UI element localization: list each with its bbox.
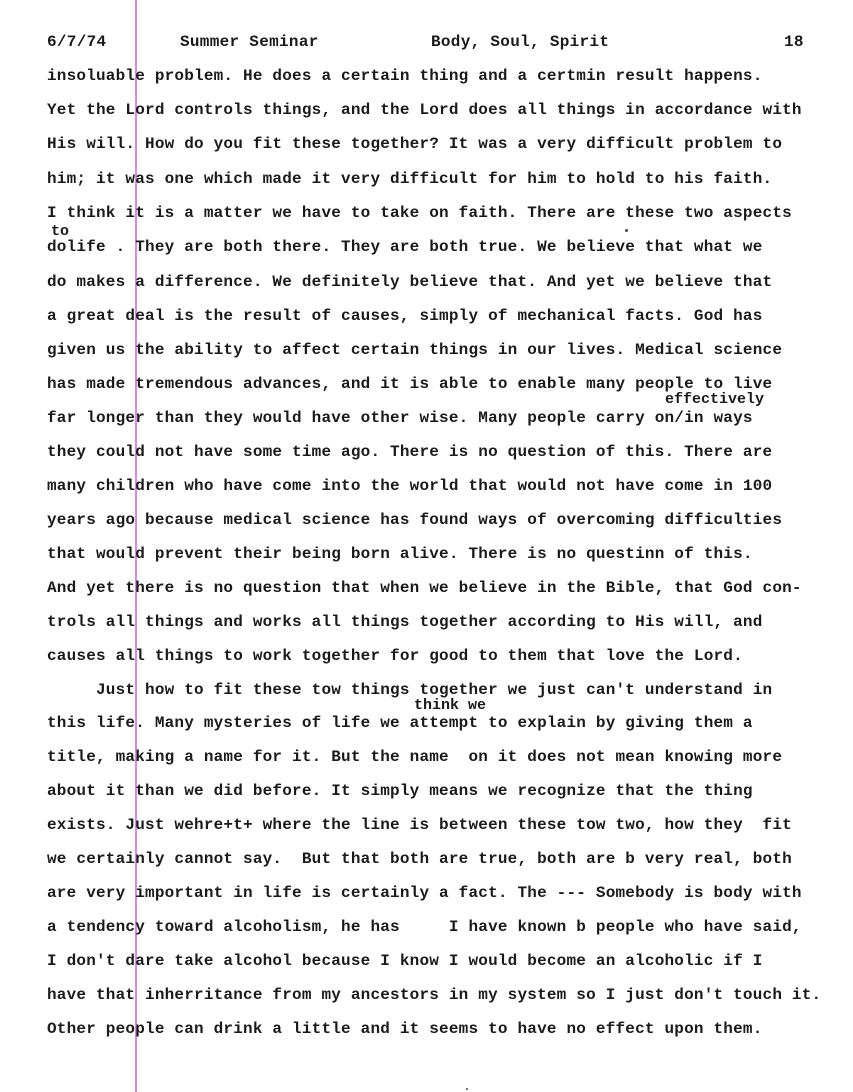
text-line: are very important in life is certainly a fact. The --- Somebody is body with [47, 884, 802, 902]
insert-think-we: think we [414, 697, 487, 714]
header-page-number: 18 [784, 33, 804, 51]
text-line: exists. Just wehre+t+ where the line is between these tow two, how they fit [47, 816, 792, 834]
ink-speck [625, 229, 628, 232]
text-line: a great deal is the result of causes, simply of mechanical facts. God has [47, 307, 763, 325]
text-line: I don't dare take alcohol because I know I would become an alcoholic if I [47, 952, 763, 970]
text-line: they could not have some time ago. There is no question of this. There are [47, 443, 773, 461]
text-line: many children who have come into the world that would not have come in 100 [47, 477, 773, 495]
insert-effectively: effectively [665, 391, 765, 408]
header-date: 6/7/74 [47, 33, 107, 51]
header-seminar: Summer Seminar [180, 33, 319, 51]
text-line: do makes a difference. We definitely believe that. And yet we believe that [47, 273, 773, 291]
text-line: title, making a name for it. But the name on it does not mean knowing more [47, 748, 783, 766]
text-line: trols all things and works all things together according to His will, and [47, 613, 763, 631]
header-title: Body, Soul, Spirit [431, 33, 610, 51]
text-line: a tendency toward alcoholism, he has I have known b people who have said, [47, 918, 802, 936]
text-line: His will. How do you fit these together? It was a very difficult problem to [47, 135, 783, 153]
text-line: And yet there is no question that when we believe in the Bible, that God con- [47, 579, 802, 597]
text-line: has made tremendous advances, and it is able to enable many people to live [47, 375, 773, 393]
text-line: about it than we did before. It simply means we recognize that the thing [47, 782, 753, 800]
text-line: I think it is a matter we have to take on faith. There are these two aspects [47, 204, 792, 222]
text-line: insoluable problem. He does a certain thing and a certmin result happens. [47, 67, 763, 85]
ink-speck [466, 1088, 468, 1090]
text-line: Other people can drink a little and it seems to have no effect upon them. [47, 1020, 763, 1038]
text-line: Just how to fit these tow things together we just can't understand in [47, 681, 773, 699]
text-line: years ago because medical science has found ways of overcoming difficulties [47, 511, 783, 529]
text-line: far longer than they would have other wise. Many people carry on/in ways [47, 409, 753, 427]
text-line: him; it was one which made it very difficult for him to hold to his faith. [47, 170, 773, 188]
handwritten-insert-to: to [51, 223, 70, 240]
text-line: causes all things to work together for good to them that love the Lord. [47, 647, 743, 665]
text-line: we certainly cannot say. But that both are true, both are b very real, both [47, 850, 792, 868]
text-line: this life. Many mysteries of life we attempt to explain by giving them a [47, 714, 753, 732]
text-line: that would prevent their being born alive. There is no questinn of this. [47, 545, 753, 563]
text-line: have that inherritance from my ancestors in my system so I just don't touch it. [47, 986, 822, 1004]
text-line: given us the ability to affect certain things in our lives. Medical science [47, 341, 783, 359]
page-header [0, 33, 853, 55]
text-line: Yet the Lord controls things, and the Lord does all things in accordance with [47, 101, 802, 119]
text-line: dolife . They are both there. They are both true. We believe that what we [47, 238, 763, 256]
